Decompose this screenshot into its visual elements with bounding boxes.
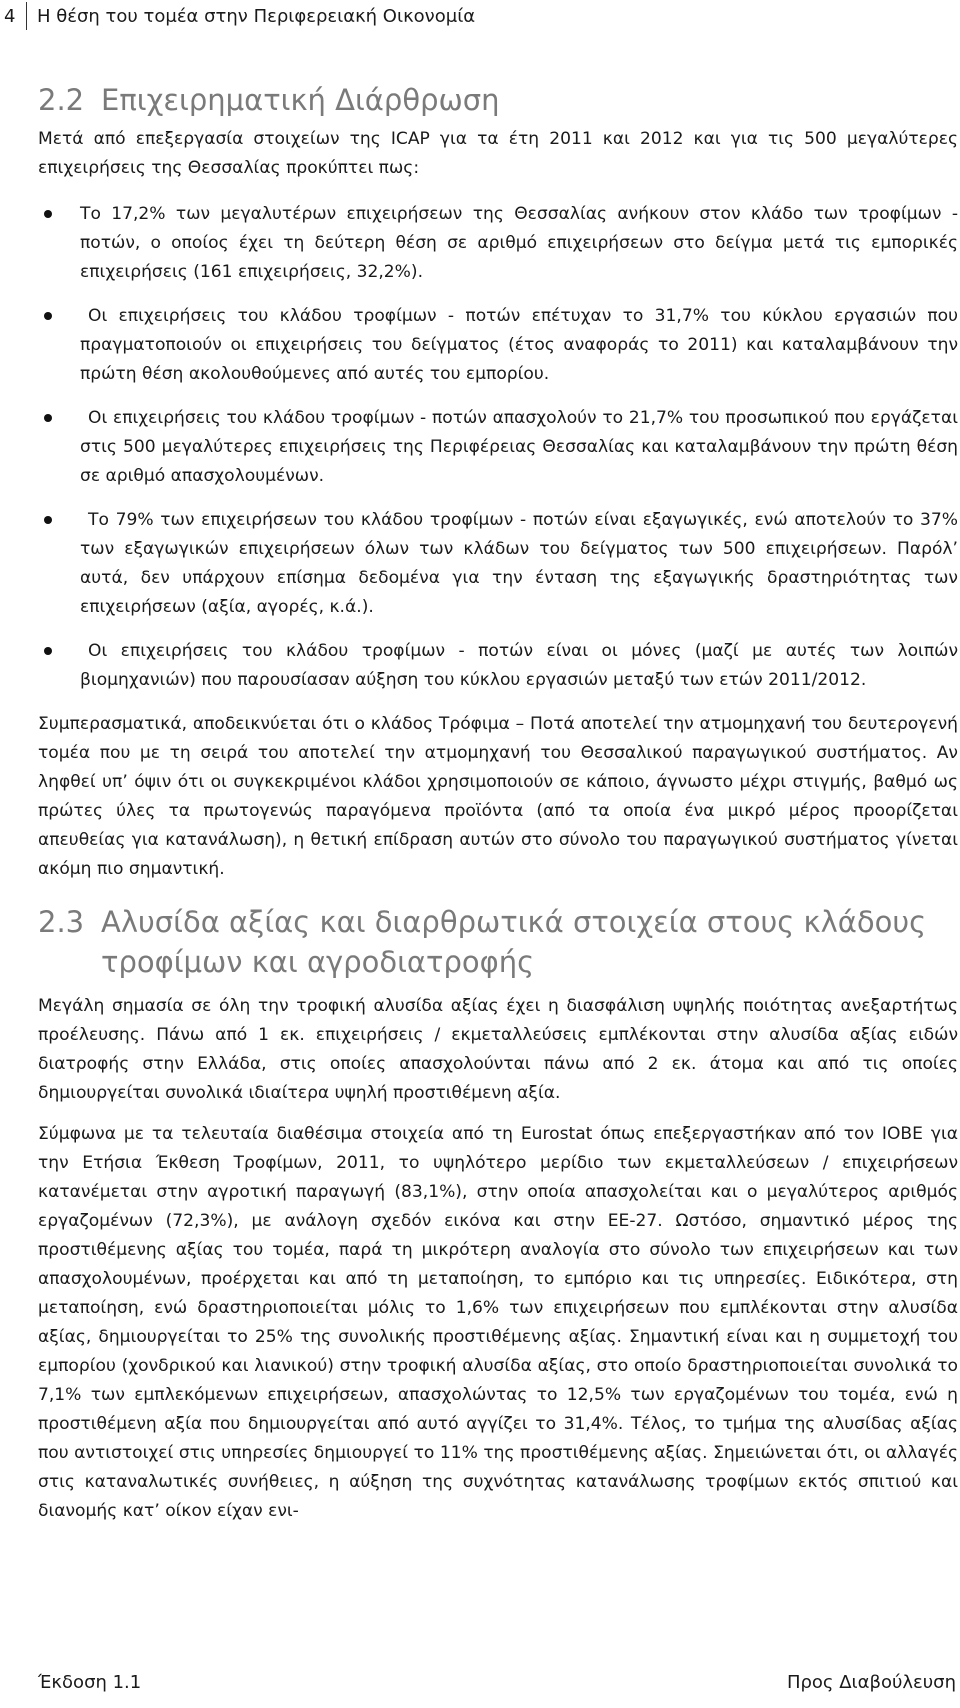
list-item-text: Οι επιχειρήσεις του κλάδου τροφίμων - ποτών είναι οι μόνες (μαζί με αυτές των λοιπών βιομηχανιών) που παρουσίασαν αύξηση του κύκλου εργασιών μεταξύ των ετών 2011/2012. <box>80 641 958 690</box>
bullet-icon <box>44 516 52 524</box>
section-heading-2-2 <box>38 80 958 120</box>
list-item-text: Οι επιχειρήσεις του κλάδου τροφίμων - ποτών επέτυχαν το 31,7% του κύκλου εργασιών που πραγματοποιούν οι επιχειρήσεις του δείγματος (έτος αναφοράς το 2011) και καταλαμβάνουν την πρώτη θέση ακολουθούμενες από αυτές του εμπορίου. <box>80 306 958 384</box>
page-number: 4 <box>4 5 16 27</box>
section-title: Αλυσίδα αξίας και διαρθρωτικά στοιχεία στους κλάδους τροφίμων και αγροδιατροφής <box>101 905 927 979</box>
body-paragraph: Σύμφωνα με τα τελευταία διαθέσιμα στοιχεία από τη Eurostat όπως επεξεργαστήκαν από τον ΙΟΒΕ για την Ετήσια Έκθεση Τροφίμων, 2011, το υψηλότερο μερίδιο των εκμεταλλεύσεων / επιχειρήσεων κατανέμεται στην αγροτική παραγωγή (83,1%), στην οποία απασχολείται και ο μεγαλύτερος αριθμός εργαζομένων (72,3%), με ανάλογη σχεδόν εικόνα και στην ΕΕ-27. Ωστόσο, σημαντικό μέρος της προστιθέμενης αξίας του τομέα, παρά τη μικρότερη αναλογία στο σύνολο των επιχειρήσεων και των απασχολουμένων, προέρχεται και από τη μεταποίηση, το εμπόριο και τις υπηρεσίες. Ειδικότερα, στη μεταποίηση, ενώ δραστηριοποιείται μόλις το 1,6% των επιχειρήσεων που εμπλέκονται στην αλυσίδα αξίας, δημιουργείται το 25% της συνολικής προστιθέμενης αξίας. Σημαντική είναι και η συμμετοχή του εμπορίου (χονδρικού και λιανικού) στην τροφική αλυσίδα αξίας, στο οποίο δραστηριοποιείται συνολικά το 7,1% των εμπλεκόμενων επιχειρήσεων, απασχολώντας το 12,5% των εργαζομένων του τομέα, ενώ η προστιθέμενη αξία που δημιουργείται από αυτό αγγίζει το 31,4%. Τέλος, το τμήμα της αλυσίδας αξίας που αντιστοιχεί στις υπηρεσίες δημιουργεί το 11% της προστιθέμενης αξίας. Σημειώνεται ότι, οι αλλαγές στις καταναλωτικές συνήθειες, η αύξηση της συχνότητας κατανάλωσης τροφίμων εκτός σπιτιού και διανομής κατ’ οίκον είχαν ενι- <box>38 1124 958 1521</box>
list-item <box>38 302 958 389</box>
list-item-text: Το 79% των επιχειρήσεων του κλάδου τροφίμων - ποτών είναι εξαγωγικές, ενώ αποτελούν το 37% των εξαγωγικών επιχειρήσεων όλων των κλάδων του δείγματος των 500 επιχειρήσεων. Παρόλ’ αυτά, δεν υπάρχουν επίσημα δεδομένα για την ένταση της εξαγωγικής δραστηριότητας των επιχειρήσεων (αξία, αγορές, κ.ά.). <box>80 510 958 617</box>
conclusion-paragraph: Συμπερασματικά, αποδεικνύεται ότι ο κλάδος Τρόφιμα – Ποτά αποτελεί την ατμομηχανή του δευτερογενή τομέα που με τη σειρά του αποτελεί την ατμομηχανή του Θεσσαλικού παραγωγικού συστήματος. Αν ληφθεί υπ’ όψιν ότι οι συγκεκριμένοι κλάδοι χρησιμοποιούν σε κάποιο, άγνωστο μέχρι στιγμής, βαθμό ως πρώτες ύλες τα πρωτογενώς παραγόμενα προϊόντα (από τα οποία ένα μικρό μέρος προορίζεται απευθείας για κατανάλωση), η θετική επίδραση αυτών στο σύνολο του παραγωγικού συστήματος γίνεται ακόμη πιο σημαντική. <box>38 714 958 879</box>
list-item <box>38 200 958 287</box>
body-paragraph: Μεγάλη σημασία σε όλη την τροφική αλυσίδα αξίας έχει η διασφάλιση υψηλής ποιότητας ανεξαρτήτως προέλευσης. Πάνω από 1 εκ. επιχειρήσεις / εκμεταλλεύσεις εμπλέκονται στην αλυσίδα αξίας ειδών διατροφής στην Ελλάδα, στις οποίες απασχολούνται πάνω από 2 εκ. άτομα και από τις οποίες δημιουργείται συνολικά ιδιαίτερα υψηλή προστιθέμενη αξία. <box>38 996 958 1103</box>
edition-label: Έκδοση 1.1 <box>38 1672 142 1693</box>
running-footer <box>38 1672 956 1693</box>
consultation-status: Προς Διαβούλευση <box>786 1672 956 1693</box>
bullet-icon <box>44 647 52 655</box>
chapter-title: Η θέση του τομέα στην Περιφερειακή Οικονομία <box>37 5 476 27</box>
findings-list <box>38 200 958 695</box>
section-heading-2-3 <box>38 902 958 982</box>
list-item <box>38 506 958 622</box>
page-body <box>38 80 958 1526</box>
bullet-icon <box>44 414 52 422</box>
bullet-icon <box>44 312 52 320</box>
list-item-text: Το 17,2% των μεγαλυτέρων επιχειρήσεων της Θεσσαλίας ανήκουν στον κλάδο των τροφίμων - ποτών, ο οποίος έχει τη δεύτερη θέση σε αριθμό επιχειρήσεων στο δείγμα μετά τις εμπορικές επιχειρήσεις (161 επιχειρήσεις, 32,2%). <box>80 204 958 282</box>
section-number: 2.2 <box>38 83 85 117</box>
intro-paragraph: Μετά από επεξεργασία στοιχείων της ICAP για τα έτη 2011 και 2012 και για τις 500 μεγαλύτερες επιχειρήσεις της Θεσσαλίας προκύπτει πως: <box>38 129 958 178</box>
list-item <box>38 637 958 695</box>
header-divider <box>26 2 27 30</box>
list-item <box>38 404 958 491</box>
list-item-text: Οι επιχειρήσεις του κλάδου τροφίμων - ποτών απασχολούν το 21,7% του προσωπικού που εργάζεται στις 500 μεγαλύτερες επιχειρήσεις της Περιφέρειας Θεσσαλίας και καταλαμβάνουν την πρώτη θέση σε αριθμό απασχολουμένων. <box>80 408 958 486</box>
bullet-icon <box>44 210 52 218</box>
section-number: 2.3 <box>38 905 85 939</box>
section-title: Επιχειρηματική Διάρθρωση <box>101 83 500 117</box>
running-header <box>0 4 475 28</box>
